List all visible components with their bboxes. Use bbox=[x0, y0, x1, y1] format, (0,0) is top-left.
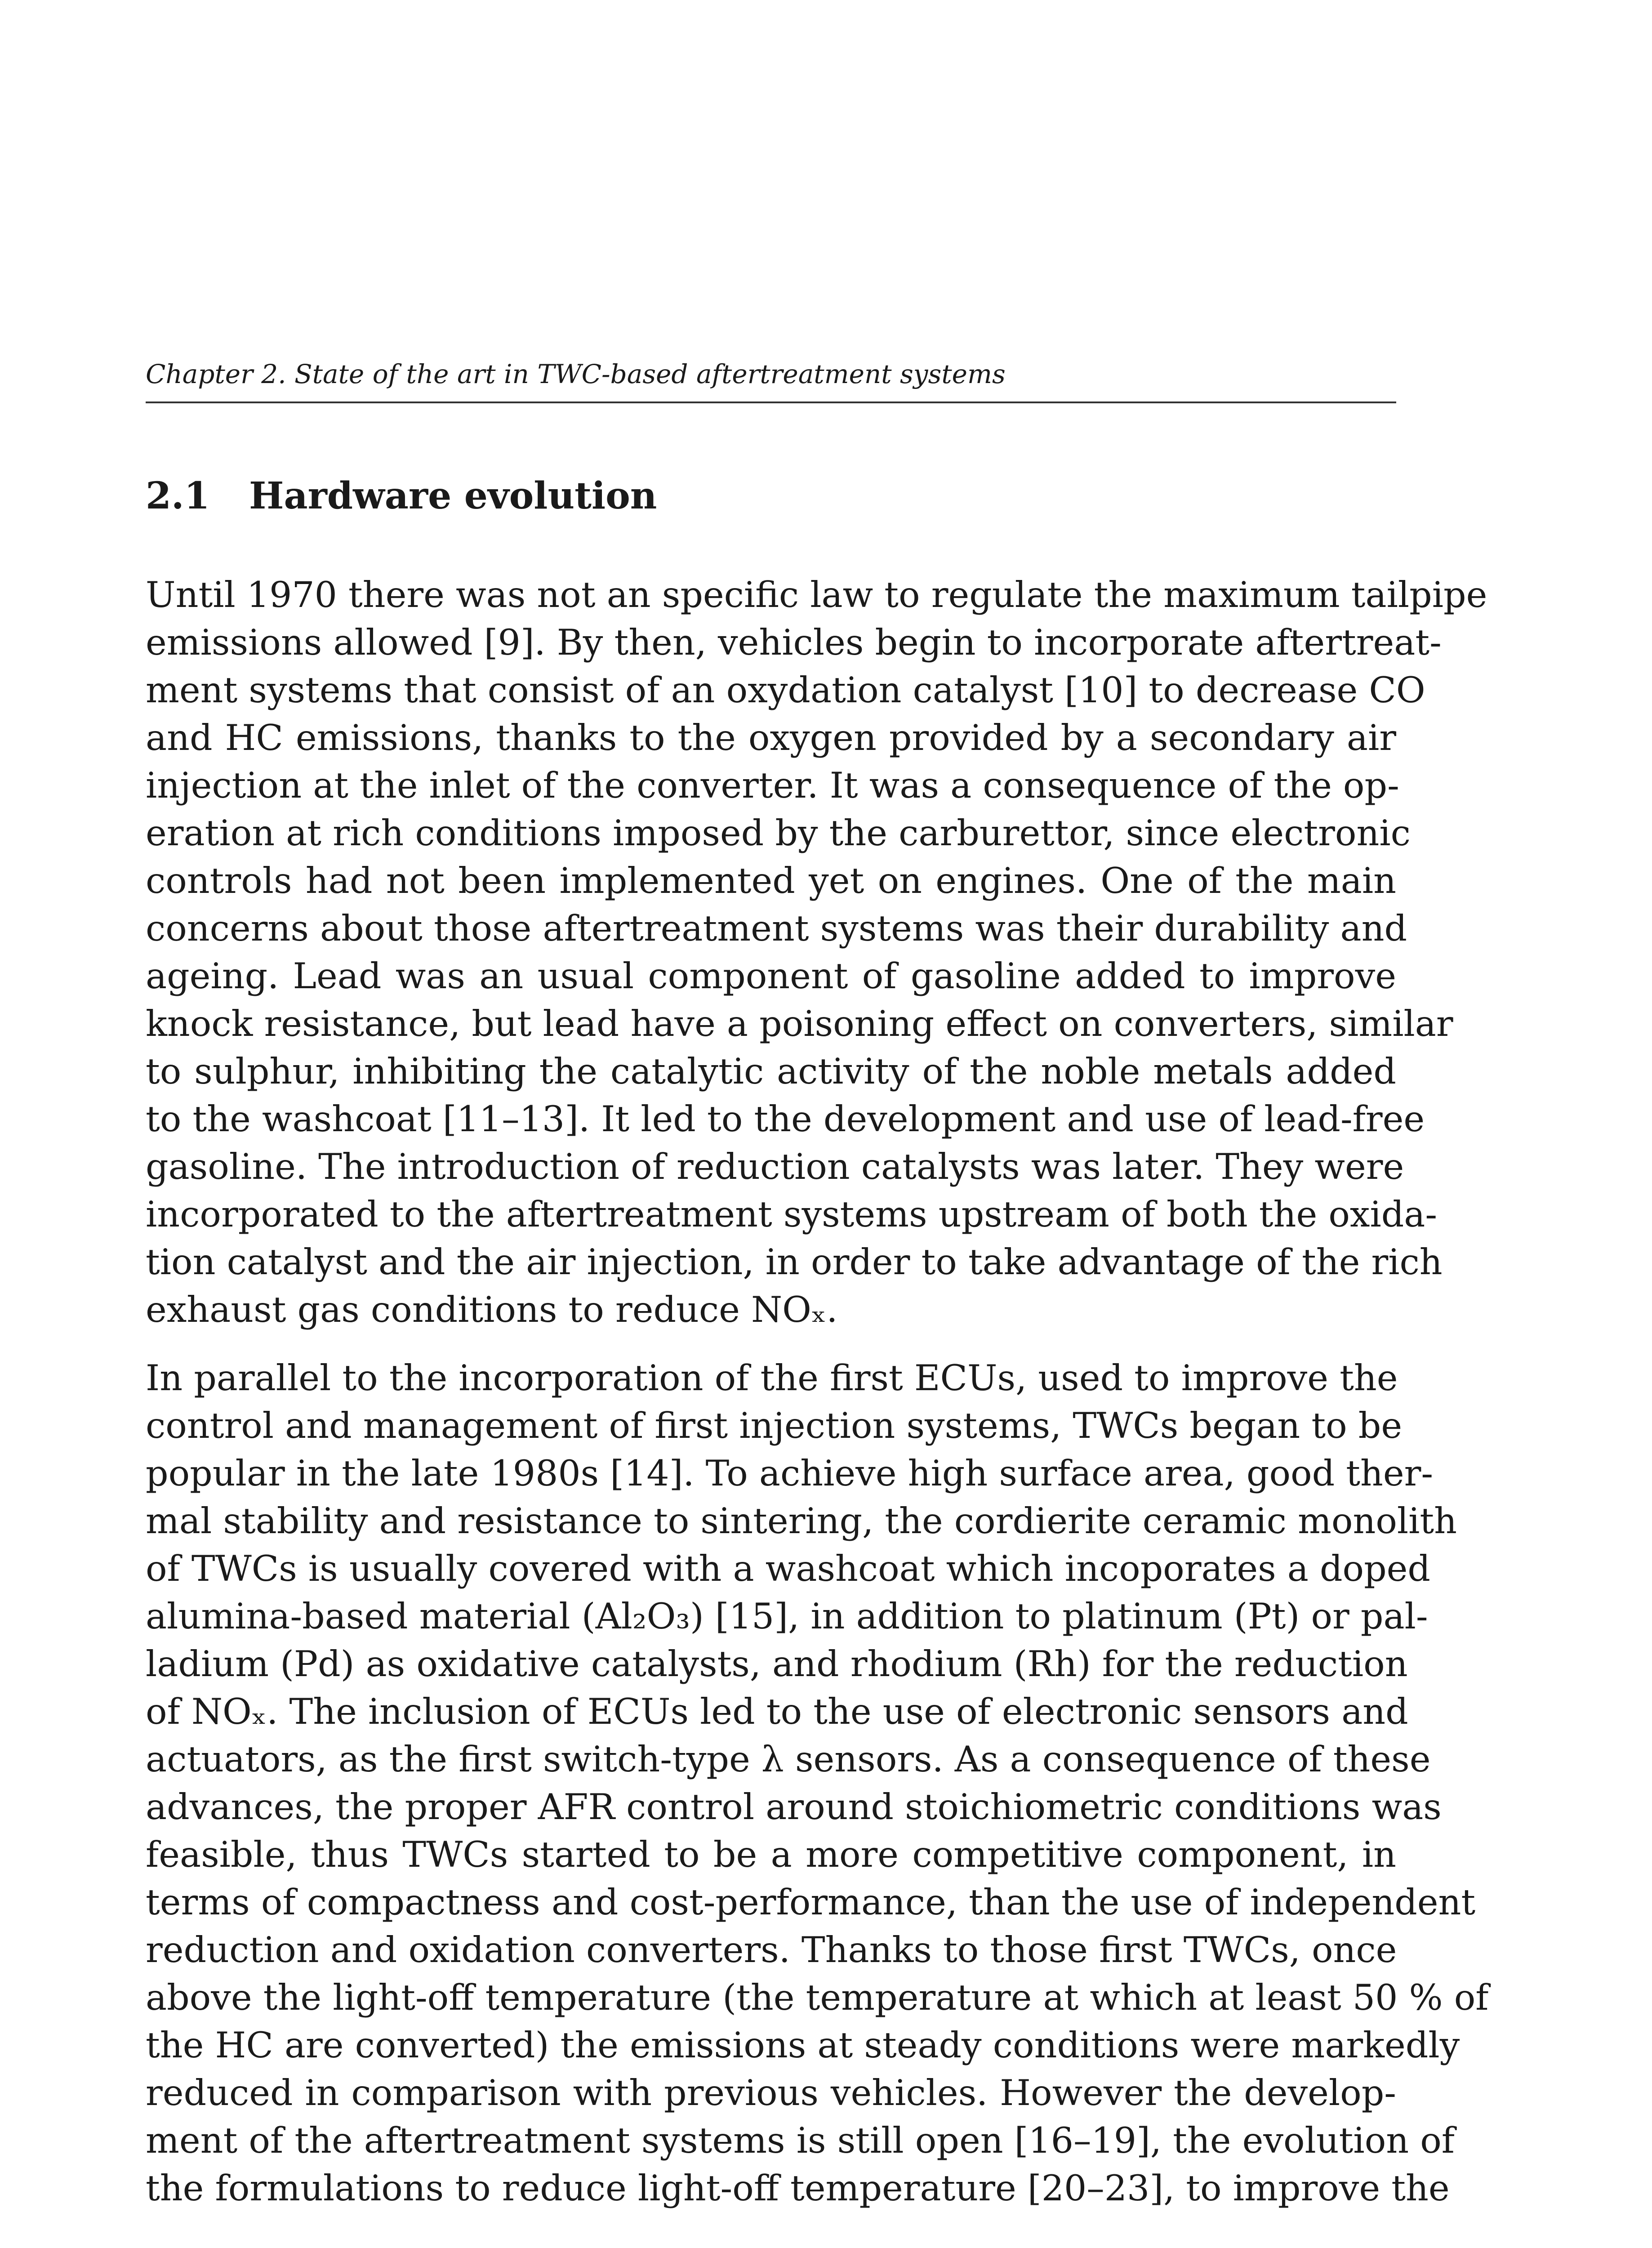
paragraph-line: popular in the late 1980s [14]. To achieve high surface area, good ther- bbox=[146, 1453, 1434, 1494]
paragraph-line: terms of compactness and cost-performance, than the use of independent bbox=[146, 1882, 1476, 1923]
paragraph-line: tion catalyst and the air injection, in order to take advantage of the rich bbox=[146, 1241, 1443, 1283]
paragraph-line: concerns about those aftertreatment systems was their durability and bbox=[146, 908, 1407, 949]
running-header: Chapter 2. State of the art in TWC-based aftertreatment systems bbox=[146, 359, 1006, 389]
paragraph-2 bbox=[146, 1354, 1489, 2212]
paragraph-line: of NOₓ. The inclusion of ECUs led to the use of electronic sensors and bbox=[146, 1691, 1408, 1732]
paragraph-line: ment of the aftertreatment systems is still open [16–19], the evolution of bbox=[146, 2120, 1455, 2161]
paragraph-line: ageing. Lead was an usual component of gasoline added to improve bbox=[146, 955, 1396, 997]
header-rule bbox=[146, 401, 1396, 403]
paragraph-line: ladium (Pd) as oxidative catalysts, and rhodium (Rh) for the reduction bbox=[146, 1643, 1408, 1685]
paragraph-line: and HC emissions, thanks to the oxygen provided by a secondary air bbox=[146, 717, 1396, 758]
section-title: Hardware evolution bbox=[249, 474, 657, 517]
paragraph-line: reduced in comparison with previous vehicles. However the develop- bbox=[146, 2072, 1396, 2114]
section-heading bbox=[146, 474, 657, 517]
paragraph-line: exhaust gas conditions to reduce NOₓ. bbox=[146, 1289, 838, 1330]
paragraph-line: control and management of first injection systems, TWCs began to be bbox=[146, 1405, 1403, 1446]
paragraph-line: injection at the inlet of the converter. It was a consequence of the op- bbox=[146, 765, 1399, 806]
paragraph-line: reduction and oxidation converters. Thanks to those first TWCs, once bbox=[146, 1929, 1397, 1971]
paragraph-line: eration at rich conditions imposed by the carburettor, since electronic bbox=[146, 812, 1411, 854]
paragraph-line: emissions allowed [9]. By then, vehicles begin to incorporate aftertreat- bbox=[146, 622, 1442, 663]
paragraph-line: advances, the proper AFR control around stoichiometric conditions was bbox=[146, 1786, 1442, 1828]
paragraph-line: actuators, as the first switch-type λ sensors. As a consequence of these bbox=[146, 1739, 1431, 1780]
paragraph-line: gasoline. The introduction of reduction catalysts was later. They were bbox=[146, 1146, 1404, 1187]
paragraph-line: feasible, thus TWCs started to be a more competitive component, in bbox=[146, 1834, 1396, 1875]
paragraph-1 bbox=[146, 571, 1487, 1334]
paragraph-line: mal stability and resistance to sintering, the cordierite ceramic monolith bbox=[146, 1500, 1457, 1542]
paragraph-line: alumina-based material (Al₂O₃) [15], in addition to platinum (Pt) or pal- bbox=[146, 1596, 1428, 1637]
paragraph-line: the formulations to reduce light-off temperature [20–23], to improve the bbox=[146, 2168, 1450, 2209]
section-number: 2.1 bbox=[146, 474, 210, 517]
paragraph-line: above the light-off temperature (the temperature at which at least 50 % of bbox=[146, 1977, 1489, 2018]
paragraph-line: ment systems that consist of an oxydation catalyst [10] to decrease CO bbox=[146, 669, 1425, 711]
paragraph-line: controls had not been implemented yet on engines. One of the main bbox=[146, 860, 1396, 901]
paragraph-line: knock resistance, but lead have a poisoning effect on converters, similar bbox=[146, 1003, 1453, 1044]
paragraph-line: of TWCs is usually covered with a washcoat which incoporates a doped bbox=[146, 1548, 1430, 1589]
paragraph-line: to the washcoat [11–13]. It led to the development and use of lead-free bbox=[146, 1098, 1425, 1140]
paragraph-line: the HC are converted) the emissions at steady conditions were markedly bbox=[146, 2025, 1460, 2066]
paragraph-line: Until 1970 there was not an specific law to regulate the maximum tailpipe bbox=[146, 574, 1487, 616]
paragraph-line: to sulphur, inhibiting the catalytic activity of the noble metals added bbox=[146, 1051, 1396, 1092]
paragraph-line: incorporated to the aftertreatment systems upstream of both the oxida- bbox=[146, 1194, 1438, 1235]
paragraph-line: In parallel to the incorporation of the first ECUs, used to improve the bbox=[146, 1357, 1398, 1399]
